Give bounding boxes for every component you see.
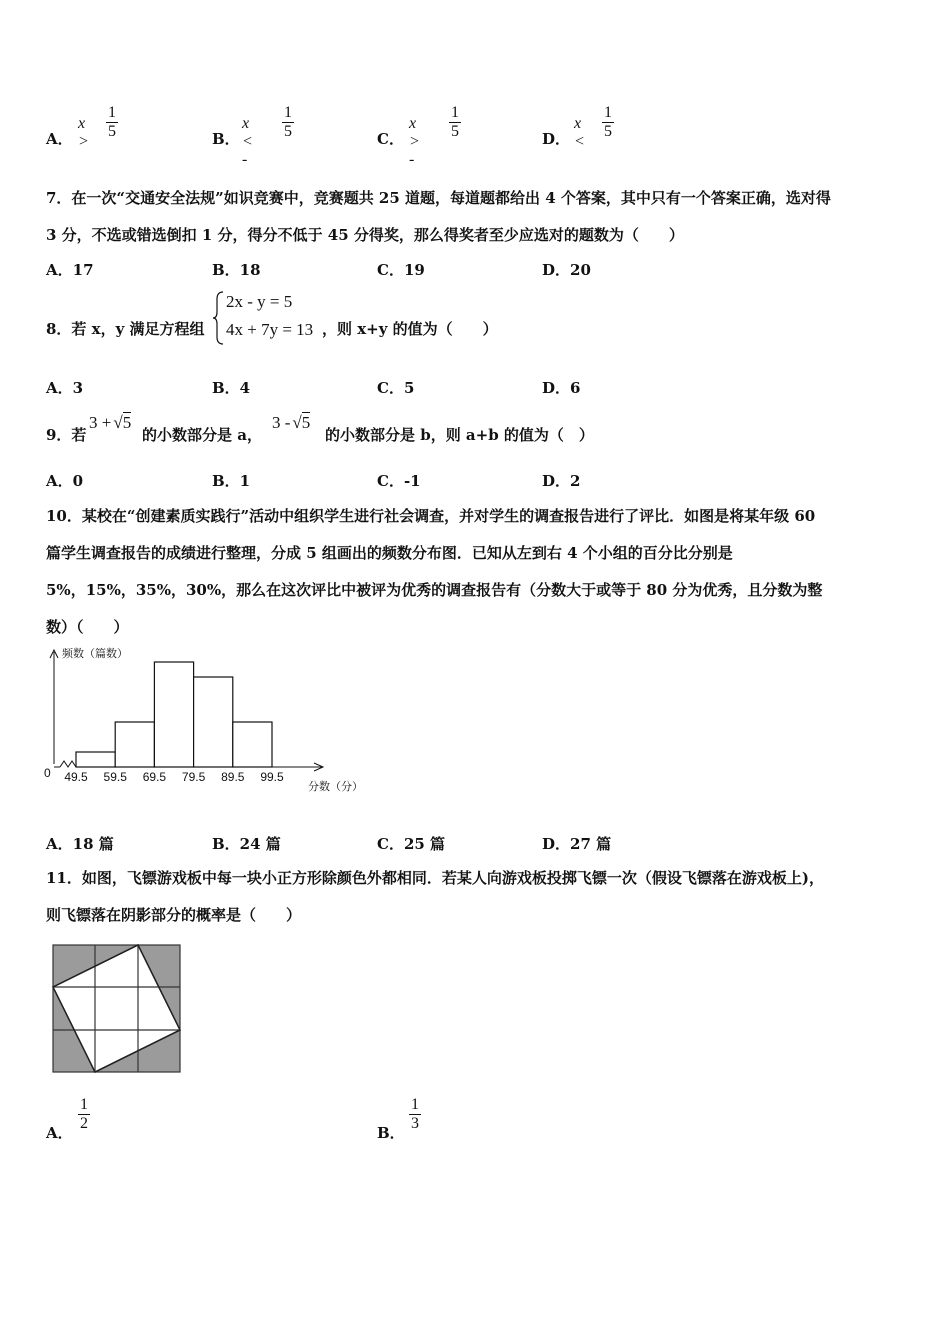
radicand: 5 (122, 413, 132, 432)
q8-option-c[interactable]: C．5 (377, 379, 415, 397)
inequality-lhs: x > - (409, 115, 420, 168)
dartboard-figure (52, 944, 182, 1074)
q7-stem-line1: 7．在一次“交通安全法规”如识竞赛中，竞赛题共 25 道题，每道题都给出 4 个答案，其中只有一个答案正确，选对得 (46, 189, 831, 207)
histogram-bar-2 (115, 722, 154, 767)
numerator: 1 (604, 104, 612, 121)
q9-option-d[interactable]: D．2 (542, 472, 581, 490)
q8-option-b[interactable]: B．4 (212, 379, 251, 397)
q8-stem-prefix: 8．若 x，y 满足方程组 (46, 320, 205, 338)
histogram-bar-4 (194, 677, 233, 767)
radical-expr-lead: 3 + (89, 413, 112, 432)
option-label: D． (542, 130, 571, 148)
radical-expression-1 (89, 413, 131, 433)
q9-option-a[interactable]: A．0 (46, 472, 84, 490)
q9-option-c[interactable]: C．-1 (377, 472, 421, 490)
system-equation-2: 4x + 7y = 13 (226, 320, 314, 339)
q9-option-b[interactable]: B．1 (212, 472, 251, 490)
q9-stem-prefix: 9．若 (46, 426, 87, 444)
fraction (106, 104, 118, 141)
y-axis-label: 频数（篇数） (62, 648, 128, 660)
tick-label-49.5: 49.5 (64, 770, 88, 784)
system-equation-1: 2x - y = 5 (226, 292, 293, 311)
fraction (282, 104, 294, 141)
origin-label: 0 (44, 766, 51, 780)
q7-option-c[interactable]: C．19 (377, 261, 425, 279)
denominator: 5 (284, 123, 292, 140)
frequency-histogram (40, 642, 380, 802)
q7-stem-line2: 3 分，不选或错选倒扣 1 分，得分不低于 45 分得奖，那么得奖者至少应选对的题数为（ ） (46, 226, 684, 244)
fraction (409, 1096, 421, 1133)
histogram-tick-labels (64, 770, 284, 784)
tick-label-99.5: 99.5 (260, 770, 284, 784)
q10-option-c[interactable]: C．25 篇 (377, 835, 446, 853)
fraction (449, 104, 461, 141)
q7-option-d[interactable]: D．20 (542, 261, 591, 279)
option-label: B． (377, 1124, 405, 1142)
radical-expr-lead: 3 - (272, 413, 291, 432)
option-label: C． (377, 130, 404, 148)
numerator: 1 (80, 1096, 88, 1113)
option-label: A． (46, 130, 73, 148)
q10-stem-line1: 10．某校在“创建素质实践行”活动中组织学生进行社会调查，并对学生的调查报告进行了评比．如图是将某年级 60 (46, 507, 816, 525)
numerator: 1 (451, 104, 459, 121)
tick-label-59.5: 59.5 (103, 770, 127, 784)
histogram-bars (76, 662, 272, 767)
tick-label-89.5: 89.5 (221, 770, 245, 784)
option-label: A． (46, 1124, 73, 1142)
q8-stem-suffix: ，则 x+y 的值为（ ） (322, 320, 498, 338)
fraction (78, 1096, 90, 1133)
inequality-lhs: x < (574, 115, 585, 150)
q10-option-a[interactable]: A．18 篇 (46, 835, 114, 853)
numerator: 1 (284, 104, 292, 121)
denominator: 5 (604, 123, 612, 140)
radicand: 5 (301, 413, 311, 432)
denominator: 3 (411, 1115, 419, 1132)
q10-stem-line4: 数）（ ） (46, 618, 129, 636)
axis-break-icon (60, 761, 76, 767)
sqrt-icon: √ (292, 413, 302, 432)
q9-stem-mid: 的小数部分是 a， (142, 426, 262, 444)
histogram-bar-1 (76, 752, 115, 767)
q10-option-b[interactable]: B．24 篇 (212, 835, 281, 853)
q8-option-a[interactable]: A．3 (46, 379, 84, 397)
q11-stem-line2: 则飞镖落在阴影部分的概率是（ ） (46, 906, 302, 924)
denominator: 5 (108, 123, 116, 140)
inequality-lhs: x > (78, 115, 89, 150)
numerator: 1 (108, 104, 116, 121)
q10-stem-line3: 5%，15%，35%，30%，那么在这次评比中被评为优秀的调查报告有（分数大于或等于 80 分为优秀，且分数为整 (46, 581, 823, 599)
numerator: 1 (411, 1096, 419, 1113)
q7-option-a[interactable]: A．17 (46, 261, 94, 279)
q9-stem-suffix: 的小数部分是 b，则 a+b 的值为（ ） (325, 426, 594, 444)
q10-option-d[interactable]: D．27 篇 (542, 835, 612, 853)
q8-option-d[interactable]: D．6 (542, 379, 581, 397)
histogram-bar-5 (233, 722, 272, 767)
sqrt-icon: √ (113, 413, 123, 432)
denominator: 5 (451, 123, 459, 140)
q10-stem-line2: 篇学生调查报告的成绩进行整理，分成 5 组画出的频数分布图．已知从左到右 4 个小组的百分比分别是 (46, 544, 733, 562)
tick-label-69.5: 69.5 (142, 770, 167, 784)
radical-expression-2 (272, 413, 310, 433)
histogram-bar-3 (154, 662, 193, 767)
system-brace (213, 291, 225, 345)
tick-label-79.5: 79.5 (181, 770, 206, 784)
denominator: 2 (80, 1115, 88, 1132)
x-axis-label: 分数（分） (308, 781, 363, 793)
inequality-lhs: x < - (242, 115, 253, 168)
option-label: B． (212, 130, 240, 148)
fraction (602, 104, 614, 141)
q11-stem-line1: 11．如图，飞镖游戏板中每一块小正方形除颜色外都相同．若某人向游戏板投掷飞镖一次（假设飞镖落在游戏板上)， (46, 869, 824, 887)
q7-option-b[interactable]: B．18 (212, 261, 261, 279)
